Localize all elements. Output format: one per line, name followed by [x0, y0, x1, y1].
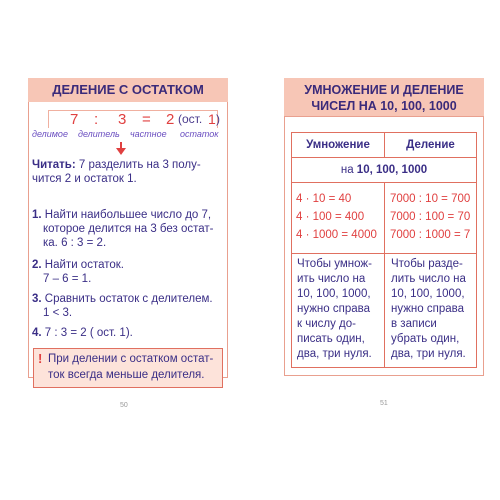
- rule-note-text: [48, 351, 218, 383]
- read-line1: 7 разделить на 3 полу-: [78, 159, 201, 171]
- eq-divisor: 3: [118, 111, 127, 128]
- multiplication-rule: [297, 257, 383, 362]
- eq-ost-close: ): [216, 112, 220, 126]
- step3-line2: 1 < 3.: [43, 307, 73, 319]
- step3-line1: Сравнить остаток с делителем.: [44, 293, 213, 305]
- eq-ost-open: (ост.: [178, 112, 203, 126]
- subheader: [292, 158, 476, 182]
- div-rule-line: в записи: [391, 318, 437, 330]
- subheader-prefix: на: [340, 164, 357, 176]
- term-remainder: остаток: [180, 129, 219, 139]
- right-page-title: [284, 78, 484, 116]
- div-rule-line: два, три нуля.: [391, 348, 466, 360]
- read-block: [32, 158, 228, 186]
- rule-note-box: [33, 348, 223, 388]
- term-quotient: частное: [130, 129, 167, 139]
- step1-line3: ка. 6 : 3 = 2.: [43, 237, 107, 249]
- div-rule-line: 10, 100, 1000,: [391, 288, 465, 300]
- mult-example: 4 · 1000 = 4000: [296, 229, 377, 241]
- left-page-title: ДЕЛЕНИЕ С ОСТАТКОМ: [28, 78, 228, 102]
- div-example: 7000 : 1000 = 7: [390, 229, 471, 241]
- mult-rule-line: Чтобы умнож-: [297, 258, 372, 270]
- col-header-division: Деление: [406, 139, 455, 151]
- mult-rule-line: два, три нуля.: [297, 348, 372, 360]
- step3-number: 3.: [32, 293, 42, 305]
- div-example: 7000 : 10 = 700: [390, 193, 471, 205]
- eq-remainder: 1: [208, 111, 216, 127]
- term-dividend: делимое: [32, 129, 68, 139]
- read-label: Читать:: [32, 159, 76, 171]
- div-rule-line: убрать один,: [391, 333, 460, 345]
- div-example: 7000 : 100 = 70: [390, 211, 471, 223]
- mult-rule-line: ить число на: [297, 273, 366, 285]
- division-examples: [390, 190, 476, 244]
- division-rule: [391, 257, 475, 362]
- multiplication-examples: [296, 190, 384, 244]
- subheader-values: 10, 100, 1000: [356, 164, 428, 176]
- right-title-line2: ЧИСЕЛ НА 10, 100, 1000: [311, 99, 457, 113]
- step1-line2: которое делится на 3 без остат-: [43, 223, 214, 235]
- note-line2: ток всегда меньше делителя.: [48, 369, 205, 381]
- mult-rule-line: нужно справа: [297, 303, 371, 315]
- eq-quotient: 2: [166, 111, 175, 128]
- mult-rule-line: 10, 100, 1000,: [297, 288, 371, 300]
- page-number-right: 51: [380, 400, 388, 407]
- step-2: [32, 258, 228, 286]
- note-line1: При делении с остатком остат-: [48, 353, 214, 365]
- div-rule-line: Чтобы разде-: [391, 258, 463, 270]
- mult-example: 4 · 100 = 400: [296, 211, 365, 223]
- eq-colon: :: [94, 111, 99, 128]
- mult-rule-line: к числу до-: [297, 318, 356, 330]
- col-header-multiplication: Умножение: [306, 139, 370, 151]
- step1-line1: Найти наибольшее число до 7,: [44, 209, 212, 221]
- step-4: [32, 326, 228, 340]
- page-number-left: 50: [120, 402, 128, 409]
- div-rule-line: лить число на: [391, 273, 466, 285]
- step2-line1: Найти остаток.: [44, 259, 124, 271]
- mult-example: 4 · 10 = 40: [296, 193, 352, 205]
- step4-number: 4.: [32, 327, 42, 339]
- div-rule-line: нужно справа: [391, 303, 465, 315]
- eq-equals: =: [142, 111, 151, 128]
- step-1: [32, 208, 228, 250]
- step-3: [32, 292, 228, 320]
- row-divider-3: [292, 253, 476, 254]
- equation: [28, 111, 228, 127]
- right-title-line1: УМНОЖЕНИЕ И ДЕЛЕНИЕ: [304, 83, 464, 97]
- exclamation-icon: !: [38, 351, 43, 366]
- equation-terms: [28, 129, 228, 141]
- step4-line1: 7 : 3 = 2 ( ост. 1).: [44, 327, 133, 339]
- down-arrow-icon: [116, 142, 126, 156]
- column-divider: [384, 182, 385, 367]
- eq-dividend: 7: [70, 111, 79, 128]
- step2-line2: 7 – 6 = 1.: [43, 273, 92, 285]
- term-divisor: делитель: [78, 129, 120, 139]
- step2-number: 2.: [32, 259, 42, 271]
- rules-table: [291, 132, 477, 368]
- read-line2: чится 2 и остаток 1.: [32, 173, 137, 185]
- mult-rule-line: писать один,: [297, 333, 365, 345]
- step1-number: 1.: [32, 209, 42, 221]
- header-divider: [384, 133, 385, 157]
